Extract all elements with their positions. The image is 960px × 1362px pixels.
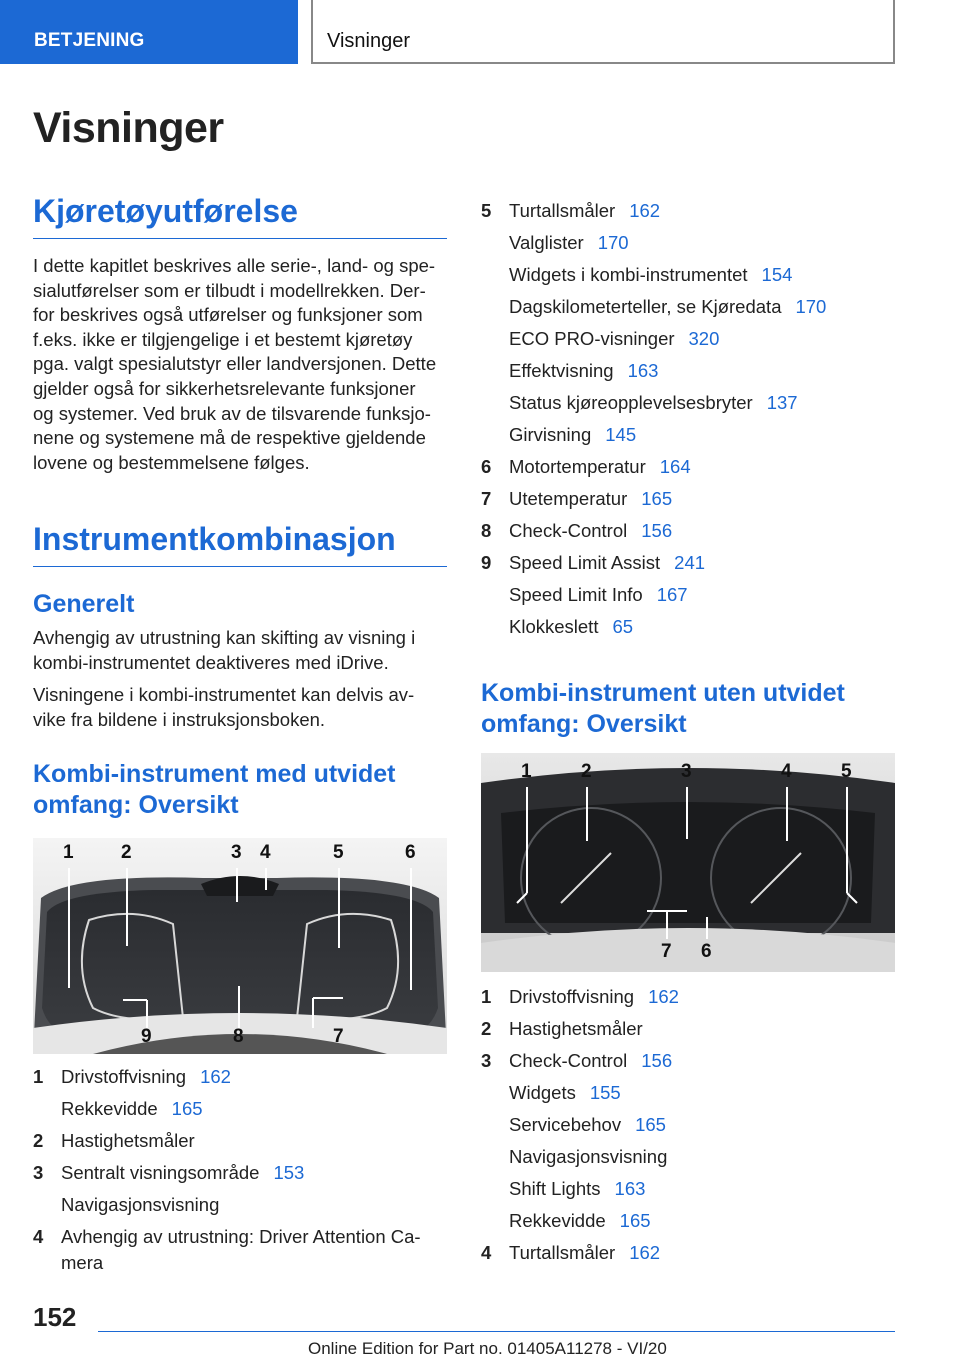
callout-label: 3 <box>681 761 692 782</box>
item-label: Rekkevidde <box>61 1098 158 1119</box>
page-ref-link[interactable]: 170 <box>597 232 629 253</box>
item-label: Speed Limit Assist <box>509 552 661 573</box>
page-ref-link[interactable]: 320 <box>688 328 720 349</box>
callout-label: 8 <box>233 1026 244 1047</box>
item-number: 6 <box>481 456 492 477</box>
item-label: Check-Control <box>509 520 628 541</box>
item-label: Utetemperatur <box>509 488 628 509</box>
item-label: Turtallsmåler <box>509 1242 616 1263</box>
callout-label: 6 <box>405 842 416 863</box>
item-label: ECO PRO-visninger <box>509 328 675 349</box>
para-line: og systemer. Ved bruk av de tilsvarende funksjo- <box>33 402 431 424</box>
item-number: 1 <box>33 1066 44 1087</box>
item-label: Speed Limit Info <box>509 584 643 605</box>
callout-label: 6 <box>701 941 712 962</box>
callout-label: 5 <box>841 761 852 782</box>
item-label: Motortemperatur <box>509 456 646 477</box>
cluster-extended-illustration <box>33 838 447 1054</box>
item-label: Drivstoffvisning <box>61 1066 187 1087</box>
callout-label: 4 <box>260 842 271 863</box>
para-line: f.eks. ikke er tilgjengelige i et bestemt kjøretøy <box>33 328 413 350</box>
item-label: Widgets <box>509 1082 576 1103</box>
item-label: Status kjøreopplevelsesbryter <box>509 392 753 413</box>
para-line: gjelder også for sikkerhetsrelevante funksjoner <box>33 377 416 399</box>
callout-label: 7 <box>661 941 672 962</box>
heading-line: Kombi-instrument uten utvidet <box>481 679 845 707</box>
footer-divider <box>98 1331 895 1332</box>
page-ref-link[interactable]: 167 <box>656 584 688 605</box>
item-number: 5 <box>481 200 492 221</box>
callout-label: 3 <box>231 842 242 863</box>
para-line: lovene og bestemmelsene følges. <box>33 451 310 473</box>
heading-overview-ext <box>33 759 396 821</box>
item-label: Dagskilometerteller, se Kjøredata <box>509 296 782 317</box>
callout-label: 2 <box>121 842 132 863</box>
item-number: 4 <box>481 1242 492 1263</box>
para-line: for beskrives også utførelser og funksjoner som <box>33 304 423 326</box>
footer-edition: Online Edition for Part no. 01405A11278 - VI/20 <box>308 1339 667 1358</box>
page-ref-link[interactable]: 165 <box>619 1210 651 1231</box>
item-number: 3 <box>33 1162 44 1183</box>
generelt-para1 <box>33 626 447 675</box>
page-ref-link[interactable]: 137 <box>766 392 798 413</box>
page-ref-link[interactable]: 155 <box>589 1082 621 1103</box>
page-ref-link[interactable]: 156 <box>641 520 673 541</box>
heading-overview-basic <box>481 678 845 740</box>
page-ref-link[interactable]: 65 <box>612 616 634 637</box>
cluster-basic-photo <box>481 753 895 972</box>
item-label: Klokkeslett <box>509 616 599 637</box>
item-label: Sentralt visningsområde <box>61 1162 260 1183</box>
section-tab-label: BETJENING <box>34 30 145 51</box>
callout-label: 4 <box>781 761 792 782</box>
heading-kjoretoy: Kjøretøyutførelse <box>33 193 447 239</box>
callout-label: 5 <box>333 842 344 863</box>
item-number: 2 <box>481 1018 492 1039</box>
item-number: 3 <box>481 1050 492 1071</box>
header-title: Visninger <box>327 30 411 52</box>
page-ref-link[interactable]: 241 <box>674 552 706 573</box>
item-number: 9 <box>481 552 492 573</box>
page-ref-link[interactable]: 156 <box>641 1050 673 1071</box>
heading-instrument: Instrumentkombinasjon <box>33 521 447 567</box>
page-ref-link[interactable]: 163 <box>614 1178 646 1199</box>
callout-label: 1 <box>63 842 74 863</box>
section-tab[interactable] <box>0 0 298 64</box>
cluster-basic-illustration <box>481 753 895 972</box>
page-title: Visninger <box>33 104 224 152</box>
page-number: 152 <box>33 1302 77 1332</box>
para-line: Avhengig av utrustning kan skifting av visning i <box>33 627 416 648</box>
item-label: Girvisning <box>509 424 592 445</box>
item-label: Servicebehov <box>509 1114 622 1135</box>
callout-label: 1 <box>521 761 532 782</box>
page-ref-link[interactable]: 162 <box>648 986 679 1007</box>
heading-line: Kombi-instrument med utvidet <box>33 760 396 788</box>
item-label: Check-Control <box>509 1050 628 1071</box>
page-ref-link[interactable]: 162 <box>629 200 661 221</box>
item-label: Shift Lights <box>509 1178 601 1199</box>
item-label: Hastighetsmåler <box>509 1018 643 1039</box>
item-label: Navigasjonsvisning <box>509 1146 668 1167</box>
para-line: vike fra bildene i instruksjonsboken. <box>33 708 326 730</box>
para-line: pga. valgt spesialutstyr eller landversjonen. Dette <box>33 353 437 375</box>
callout-label: 9 <box>141 1026 152 1047</box>
item-number: 2 <box>33 1130 44 1151</box>
item-label: Navigasjonsvisning <box>61 1194 220 1215</box>
cluster-extended-photo <box>33 838 447 1054</box>
item-number: 7 <box>481 488 492 509</box>
item-label: Widgets i kombi-instrumentet <box>509 264 748 285</box>
page-ref-link[interactable]: 170 <box>795 296 827 317</box>
item-label: Valglister <box>509 232 584 253</box>
item-label: Hastighetsmåler <box>61 1130 195 1151</box>
para-line: kombi-instrumentet deaktiveres med iDrive. <box>33 651 389 673</box>
callout-label: 2 <box>581 761 592 782</box>
para-line: nene og systemene må de respektive gjeldende <box>33 427 426 449</box>
item-label: Avhengig av utrustning: Driver Attention Ca- <box>61 1226 421 1247</box>
page-ref-link[interactable]: 153 <box>273 1162 305 1183</box>
callout-label: 7 <box>333 1026 344 1047</box>
item-label: Effektvisning <box>509 360 614 381</box>
para-line: I dette kapitlet beskrives alle serie-, land- og spe- <box>33 255 436 276</box>
item-number: 4 <box>33 1226 44 1247</box>
heading-generelt: Generelt <box>33 590 135 618</box>
page-ref-link[interactable]: 165 <box>635 1114 666 1135</box>
generelt-para2 <box>33 683 447 732</box>
para-line: Visningene i kombi-instrumentet kan delvis av- <box>33 684 415 705</box>
item-label: mera <box>61 1252 104 1273</box>
item-label: Turtallsmåler <box>509 200 616 221</box>
page-ref-link[interactable]: 165 <box>641 488 673 509</box>
section1-paragraph <box>33 254 447 475</box>
heading-line: omfang: Oversikt <box>33 791 239 819</box>
page-ref-link[interactable]: 154 <box>761 264 793 285</box>
item-number: 1 <box>481 986 492 1007</box>
page-ref-link[interactable]: 145 <box>605 424 637 445</box>
page-ref-link[interactable]: 163 <box>627 360 659 381</box>
item-label: Drivstoffvisning <box>509 986 635 1007</box>
page-ref-link[interactable]: 162 <box>200 1066 231 1087</box>
page-ref-link[interactable]: 164 <box>659 456 691 477</box>
heading-line: omfang: Oversikt <box>481 710 687 738</box>
item-label: Rekkevidde <box>509 1210 606 1231</box>
page-ref-link[interactable]: 162 <box>629 1242 661 1263</box>
para-line: sialutførelser som er tilbudt i modellrekken. Der- <box>33 279 426 301</box>
page-ref-link[interactable]: 165 <box>171 1098 203 1119</box>
item-number: 8 <box>481 520 492 541</box>
header-title-box <box>311 0 895 64</box>
